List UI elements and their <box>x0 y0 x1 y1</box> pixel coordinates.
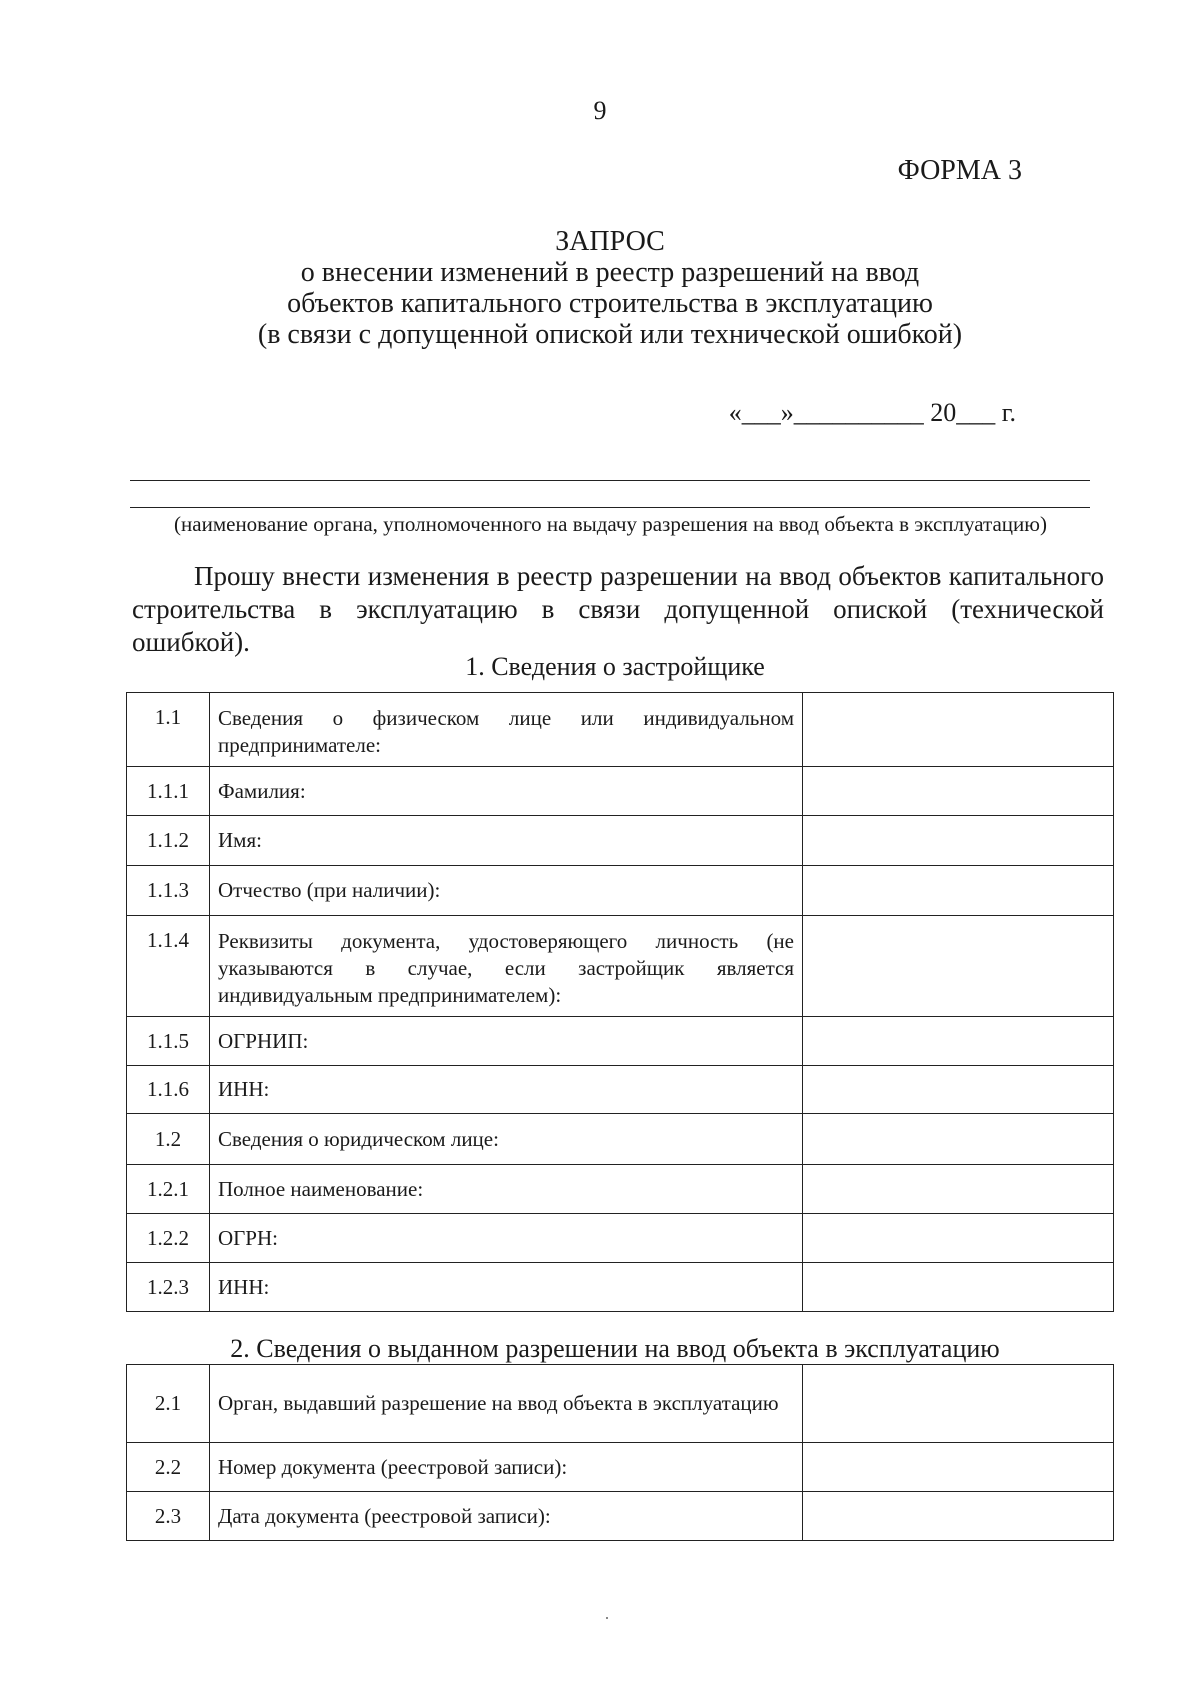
section-2-title: 2. Сведения о выданном разрешении на ввод объекта в эксплуатацию <box>230 1334 1000 1363</box>
row-number: 1.2 <box>127 1114 210 1165</box>
table-row <box>127 1165 1114 1214</box>
section-1-table <box>126 692 1114 1312</box>
authority-line-2 <box>130 507 1090 508</box>
row-label: Фамилия: <box>210 767 803 816</box>
value-field[interactable] <box>803 866 1114 916</box>
row-label: Полное наименование: <box>210 1165 803 1214</box>
value-field[interactable] <box>803 1443 1114 1492</box>
row-number: 1.2.1 <box>127 1165 210 1214</box>
row-label: ОГРНИП: <box>210 1017 803 1066</box>
table-row <box>127 1492 1114 1541</box>
document-title <box>0 226 1200 350</box>
title-line-2: о внесении изменений в реестр разрешений на ввод <box>300 257 920 288</box>
section-1-title: 1. Сведения о застройщике <box>465 652 765 681</box>
row-label: ИНН: <box>210 1066 803 1114</box>
table-row <box>127 1263 1114 1312</box>
value-field[interactable] <box>803 1214 1114 1263</box>
table-row <box>127 1365 1114 1443</box>
row-label: Номер документа (реестровой записи): <box>210 1443 803 1492</box>
row-number: 1.1.4 <box>127 916 210 1017</box>
title-line-4: (в связи с допущенной опиской или технической ошибкой) <box>257 319 963 350</box>
value-field[interactable] <box>803 1017 1114 1066</box>
table-row <box>127 816 1114 866</box>
table-row <box>127 1214 1114 1263</box>
row-label: Отчество (при наличии): <box>210 866 803 916</box>
row-number: 2.3 <box>127 1492 210 1541</box>
row-number: 1.1.3 <box>127 866 210 916</box>
row-label: Дата документа (реестровой записи): <box>210 1492 803 1541</box>
row-label: ОГРН: <box>210 1214 803 1263</box>
title-line-3: объектов капитального строительства в эксплуатацию <box>287 288 933 319</box>
table-row <box>127 916 1114 1017</box>
value-field[interactable] <box>803 1066 1114 1114</box>
authority-line-1 <box>130 480 1090 481</box>
value-field[interactable] <box>803 693 1114 767</box>
row-number: 1.1.5 <box>127 1017 210 1066</box>
value-field[interactable] <box>803 1114 1114 1165</box>
row-number: 1.2.3 <box>127 1263 210 1312</box>
section-2-table <box>126 1364 1114 1541</box>
table-row <box>127 1114 1114 1165</box>
row-label: Сведения о физическом лице или индивидуальном предпринимателе: <box>210 693 803 767</box>
date-line: «___»__________ 20___ г. <box>728 398 1016 427</box>
value-field[interactable] <box>803 1365 1114 1443</box>
row-number: 1.1.1 <box>127 767 210 816</box>
row-number: 2.1 <box>127 1365 210 1443</box>
row-label: Орган, выдавший разрешение на ввод объекта в эксплуатацию <box>210 1365 803 1443</box>
row-number: 1.1.2 <box>127 816 210 866</box>
row-label: Реквизиты документа, удостоверяющего личность (не указываются в случае, если застройщик является индивидуальным предпринимателем): <box>210 916 803 1017</box>
scan-dot <box>606 1617 608 1619</box>
title-line-1: ЗАПРОС <box>555 226 665 257</box>
page-number: 9 <box>593 96 607 125</box>
value-field[interactable] <box>803 1263 1114 1312</box>
table-row <box>127 1443 1114 1492</box>
request-text: Прошу внести изменения в реестр разрешении на ввод объектов капитального строительства в эксплуатацию в связи допущенной опиской (технической ошибкой). <box>132 561 1104 657</box>
value-field[interactable] <box>803 816 1114 866</box>
value-field[interactable] <box>803 767 1114 816</box>
table-row <box>127 693 1114 767</box>
row-number: 2.2 <box>127 1443 210 1492</box>
table-row <box>127 767 1114 816</box>
value-field[interactable] <box>803 1492 1114 1541</box>
row-label: ИНН: <box>210 1263 803 1312</box>
value-field[interactable] <box>803 916 1114 1017</box>
row-label: Сведения о юридическом лице: <box>210 1114 803 1165</box>
row-number: 1.2.2 <box>127 1214 210 1263</box>
value-field[interactable] <box>803 1165 1114 1214</box>
form-label: ФОРМА 3 <box>897 155 1022 186</box>
row-number: 1.1 <box>127 693 210 767</box>
row-label: Имя: <box>210 816 803 866</box>
authority-caption: (наименование органа, уполномоченного на выдачу разрешения на ввод объекта в эксплуатацию) <box>174 512 1047 536</box>
table-row <box>127 1066 1114 1114</box>
table-row <box>127 866 1114 916</box>
row-number: 1.1.6 <box>127 1066 210 1114</box>
table-row <box>127 1017 1114 1066</box>
